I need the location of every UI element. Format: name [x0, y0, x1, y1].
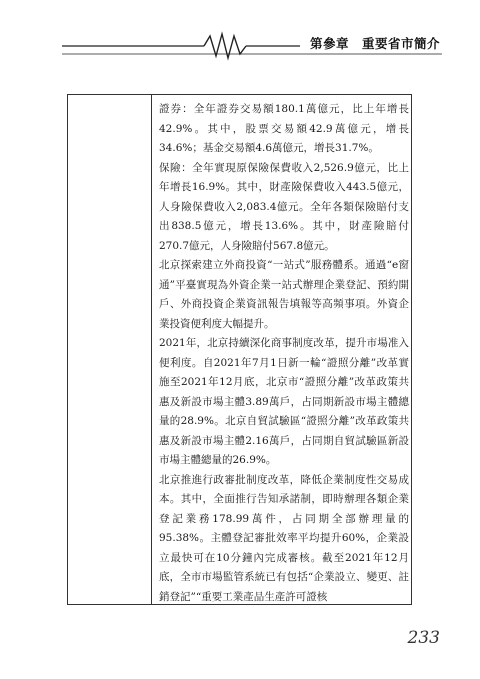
- paragraph-administrative-reform: 北京推進行政審批制度改革，降低企業制度性交易成本。其中，全面推行告知承諾制，即時辦理各類企業登記業務178.99萬件，占同期全部辦理量的95.38%。主體登記審批效率平均提升60%，企業設立最快可在10分鐘內完成審核。截至2021年12月底，全市市場監管系統已有包括“企業設立、變更、註銷登記”“重要工業產品生產許可證核: [159, 473, 409, 603]
- paragraph-commercial-reform: 2021年，北京持續深化商事制度改革，提升市場准入便利度。自2021年7月1日新一輪“證照分離”改革實施至2021年12月底，北京市“證照分離”改革政策共惠及新設市場主體3.89萬戶，占同期新設市場主體總量的28.9%。北京自貿試驗區“證照分離”改革政策共惠及新設市場主體2.16萬戶，占同期自貿試驗區新設市場主體總量的26.9%。: [159, 337, 409, 466]
- page-number: 233: [407, 628, 440, 648]
- paragraph-foreign-investment: 北京探索建立外商投資“一站式”服務體系。通過“e窗通”平臺實現為外資企業一站式辦理企業登記、預約開戶、外商投資企業資訊報告填報等高頻事項。外資企業投資便利度大幅提升。: [159, 259, 409, 330]
- chapter-title: 第參章 重要省市簡介: [309, 36, 440, 51]
- table-column-divider: [151, 94, 152, 605]
- page-header: [0, 26, 480, 66]
- paragraph-insurance: 保險：全年實現原保險保費收入2,526.9億元，比上年增長16.9%。其中，財產險保費收入443.5億元，人身險保費收入2,083.4億元。全年各類保險賠付支出838.5億元，增長13.6%。其中，財產險賠付270.7億元，人身險賠付567.8億元。: [159, 161, 409, 252]
- content-cell: [159, 100, 409, 607]
- paragraph-securities: 證券：全年證券交易額180.1萬億元，比上年增長42.9%。其中，股票交易額42.9萬億元，增長34.6%；基金交易額4.6萬億元，增長31.7%。: [159, 103, 409, 154]
